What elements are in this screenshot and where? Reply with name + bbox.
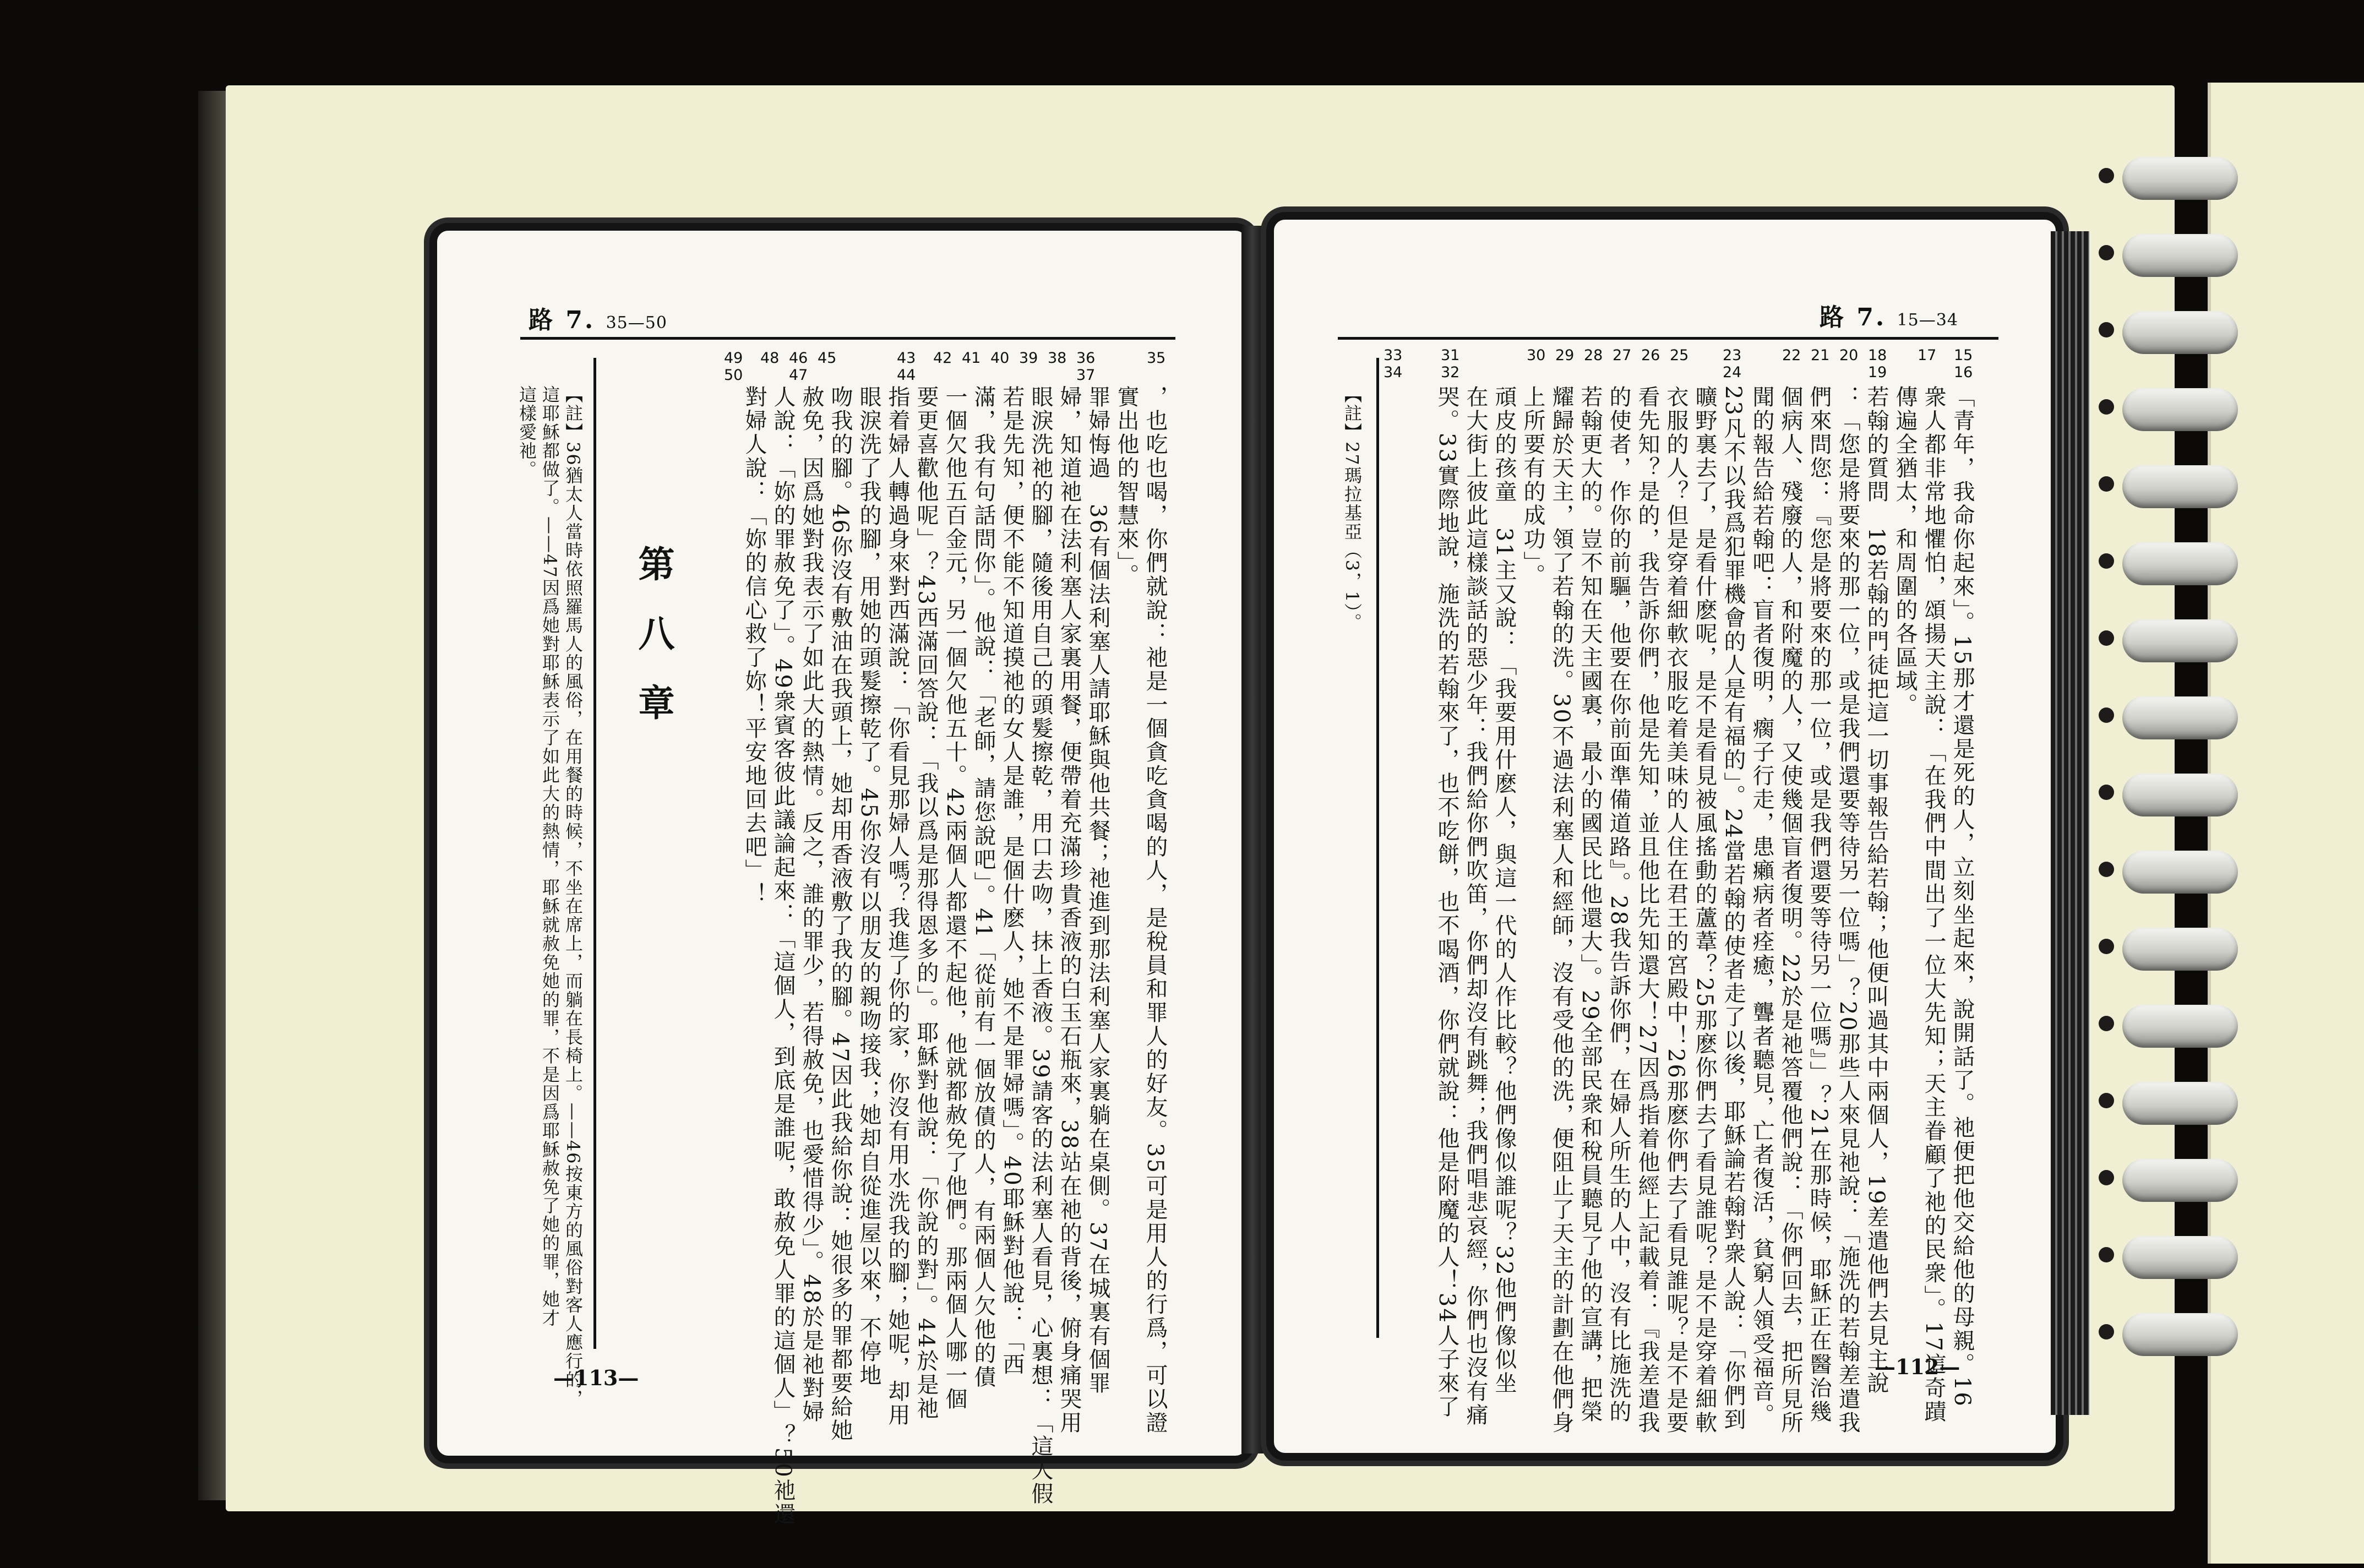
verse-marker: 22 bbox=[1782, 347, 1801, 364]
text-column: 在大街上彼此這樣談話的惡少年：我們給你們吹笛，你們却沒有跳舞；我們唱悲哀經，你們也沒有痛 bbox=[1463, 385, 1488, 1427]
spiral-binding-loop bbox=[2122, 234, 2238, 277]
text-column: 若是先知，便不能不知道摸祂的女人是誰，是個什麽人，她不是罪婦嗎」。40耶穌對他說：「西 bbox=[999, 385, 1025, 1376]
verse-marker: 29 bbox=[1555, 347, 1575, 364]
verse-marker: 39 bbox=[1019, 350, 1038, 367]
text-column: 眼淚洗了我的腳，用她的頭髮擦乾了。45你沒有以朋友的親吻接我；她却自從進屋以來，不停地 bbox=[856, 385, 881, 1387]
spiral-binding-loop bbox=[2122, 465, 2238, 508]
text-column: 若翰更大的。豈不知在天主國裏，最小的國民比他還大」。29全部民衆和稅員聽見了他的宣講，把榮 bbox=[1577, 385, 1603, 1424]
text-column: 「青年，我命你起來」。15那才還是死的人，立刻坐起來，說開話了。祂便把他交給他的母親。16 bbox=[1949, 385, 1975, 1408]
running-head-left bbox=[529, 300, 667, 335]
text-column: 衣服的人？但是穿着細軟衣服吃着美味的人住在君王的宮殿中！26那麽你們去了看見誰呢？是不是要 bbox=[1663, 385, 1688, 1435]
verse-marker: 45 bbox=[818, 350, 837, 367]
text-column: 滿，我有句話問你」。他說：「老師，請您說吧」。41「從前有一個放債的人，有兩個人欠他的債 bbox=[971, 385, 996, 1389]
text-column: 個病人、殘廢的人，和附魔的人，又使幾個盲者復明。22於是祂答覆他們說：「你們回去，把所見所 bbox=[1778, 385, 1803, 1435]
text-column: 婦，知道祂在法利塞人家裏用餐，便帶着充滿珍貴香液的白玉石瓶來，38站在祂的背後，俯身痛哭用 bbox=[1056, 385, 1082, 1435]
verse-marker: 42 bbox=[933, 350, 952, 367]
verse-marker: 41 bbox=[962, 350, 981, 367]
verse-marker: 35 bbox=[1147, 350, 1166, 367]
verse-marker: 21 bbox=[1811, 347, 1830, 364]
verse-marker: 36 37 bbox=[1076, 350, 1096, 384]
page-edge-stack bbox=[2051, 231, 2089, 1415]
binding-hole bbox=[2099, 939, 2114, 954]
spiral-binding-loop bbox=[2122, 157, 2238, 200]
spiral-binding-loop bbox=[2122, 928, 2238, 971]
text-column: 們來問您：『您是將要來的那一位，或是我們還要等待另一位嗎』」？21在那時候，耶穌正在醫治幾 bbox=[1806, 385, 1832, 1424]
text-column: 要更喜歡他呢」？43西滿回答說：「我以爲是那得恩多的」。耶穌對他說：「你說的對」。44於是祂 bbox=[913, 385, 939, 1420]
verse-marker: 27 bbox=[1613, 347, 1632, 364]
text-column: 對婦人說：「妳的信心救了妳！平安地回去吧」！ bbox=[742, 385, 767, 906]
verse-marker: 48 bbox=[760, 350, 780, 367]
verse-marker: 17 bbox=[1918, 347, 1937, 364]
verse-marker: 18 19 bbox=[1868, 347, 1887, 381]
text-column: 傳遍全猶太，和周圍的各區域。 bbox=[1892, 385, 1918, 717]
verse-marker: 40 bbox=[990, 350, 1010, 367]
binding-hole bbox=[2099, 476, 2114, 492]
text-column: 上所要有的成功」。 bbox=[1520, 385, 1545, 587]
verse-marker: 23 24 bbox=[1723, 347, 1742, 381]
binding-hole bbox=[2099, 1093, 2114, 1108]
text-column: 人說：「妳的罪赦免了」。49衆賓客彼此議論起來：「這個人，到底是誰呢，敢赦免人罪的這個人」？50祂還 bbox=[770, 385, 796, 1526]
binding-hole bbox=[2099, 1016, 2114, 1031]
text-column: 23凡不以我爲犯罪機會的人是有福的」。24當若翰的使者走了以後，耶穌論若翰對衆人說：「你們到 bbox=[1720, 385, 1746, 1431]
verse-marker: 20 bbox=[1839, 347, 1859, 364]
binding-hole bbox=[2099, 553, 2114, 569]
header-rule bbox=[1338, 337, 1998, 340]
text-column: 的使者，作你的前驅，他要在你前面準備道路』。28我告訴你們，在婦人所生的人中，沒有比施洗的 bbox=[1606, 385, 1631, 1424]
text-column: 眼淚洗祂的腳，隨後用自己的頭髮擦乾，用口去吻，抹上香液。39請客的法利塞人看見，心裏想：「這人假 bbox=[1028, 385, 1053, 1506]
verse-marker: 15 16 bbox=[1954, 347, 1973, 381]
book-chapter: 路 7. bbox=[1820, 303, 1887, 331]
verse-marker: 26 bbox=[1641, 347, 1660, 364]
notes-divider bbox=[1376, 358, 1379, 1338]
text-column: ，也吃也喝，你們就說：祂是一個貪吃貪喝的人，是稅員和罪人的好友。35可是用人的行爲，可以證 bbox=[1142, 385, 1168, 1435]
footnote: 【註】36猶太人當時依照羅馬人的風俗，在用餐的時候，不坐在席上，而躺在長椅上。——46按東方的風俗對客人應行的， bbox=[563, 385, 584, 1408]
verse-marker: 28 bbox=[1584, 347, 1603, 364]
text-column: 赦免，因爲她對我表示了如此大的熱情。反之，誰的罪少，若得赦免，也愛惜得少」。48於是祂對婦 bbox=[799, 385, 824, 1424]
verse-marker: 49 50 bbox=[724, 350, 743, 384]
spiral-binding-loop bbox=[2122, 388, 2238, 431]
verse-marker: 30 bbox=[1527, 347, 1546, 364]
verse-marker: 38 bbox=[1048, 350, 1067, 367]
footnote: 這耶穌都做了。——47因爲她對耶穌表示了如此大的熱情，耶穌就赦免她的罪，不是因爲耶穌赦免了她的罪，她才 bbox=[540, 385, 560, 1327]
text-column: 實出他的智慧來」。 bbox=[1114, 385, 1139, 587]
text-column: 看先知？是的，我告訴你們，他是先知，並且他比先知還大！27因爲指着他經上記載着：『我差遣我 bbox=[1635, 385, 1660, 1435]
binding-hole bbox=[2099, 322, 2114, 337]
spiral-binding-loop bbox=[2122, 619, 2238, 662]
page-number: —112— bbox=[1875, 1354, 1960, 1379]
spiral-binding-loop bbox=[2122, 851, 2238, 894]
binding-hole bbox=[2099, 1324, 2114, 1340]
spiral-binding-loop bbox=[2122, 542, 2238, 585]
text-column: 若翰的質問 18若翰的門徒把這一切事報告給若翰；他便叫過其中兩個人，19差遣他們去見主說 bbox=[1864, 385, 1889, 1395]
spiral-binding-loop bbox=[2122, 696, 2238, 739]
text-column: 罪婦悔過 36有個法利塞人請耶穌與他共餐；祂進到那法利塞人家裏躺在桌側。37在城裏有個罪 bbox=[1085, 385, 1110, 1395]
chapter-heading: 第八章 bbox=[632, 545, 675, 753]
text-column: 頑皮的孩童 31主又說：「我要用什麽人，與這一代的人作比較？他們像似誰呢？32他們像似坐 bbox=[1491, 385, 1517, 1395]
binding-hole bbox=[2099, 862, 2114, 877]
book-chapter: 路 7. bbox=[529, 306, 596, 334]
footnote: 【註】27瑪拉基亞（3，1）。 bbox=[1342, 385, 1363, 632]
text-column: 一個欠他五百金元，另一個欠他五十。42兩個人都還不起他，他就都赦免了他們。那兩個人哪一個 bbox=[942, 385, 967, 1411]
verse-marker: 33 34 bbox=[1383, 347, 1403, 381]
spiral-binding-loop bbox=[2122, 311, 2238, 354]
text-column: 衆人都非常地懼怕，頌揚天主說：「在我們中間出了一位大先知；天主眷顧了祂的民衆」。17這奇蹟 bbox=[1921, 385, 1946, 1424]
running-head-right bbox=[1820, 297, 1958, 333]
text-column: 耀歸於天主，領了若翰的洗。30不過法利塞人和經師，沒有受他的洗，便阻止了天主的計劃在他們身 bbox=[1549, 385, 1574, 1435]
binding-hole bbox=[2099, 399, 2114, 415]
verse-range: 15—34 bbox=[1897, 311, 1958, 330]
spiral-binding-loop bbox=[2122, 1082, 2238, 1125]
text-column: 曠野裏去了，是看什麽呢，是不是看見被風搖動的蘆葦？25那麽你們去了看見誰呢？是不是穿着細軟 bbox=[1692, 385, 1717, 1435]
verse-marker: 25 bbox=[1670, 347, 1689, 364]
spiral-binding-loop bbox=[2122, 1005, 2238, 1048]
verse-range: 35—50 bbox=[606, 313, 667, 333]
book-gutter bbox=[1241, 226, 1263, 1453]
text-column: 聞的報告給若翰吧：盲者復明，瘸子行走，患癩病者痊癒，聾者聽見，亡者復活，貧窮人領受福音。 bbox=[1749, 385, 1774, 1427]
spiral-binding-loop bbox=[2122, 774, 2238, 816]
binding-hole bbox=[2099, 1170, 2114, 1185]
spiral-binding-loop bbox=[2122, 1313, 2238, 1356]
text-column: 哭。33實際地說，施洗的若翰來了，也不吃餅，也不喝酒，你們就說：他是附魔的人！34人子來了 bbox=[1434, 385, 1459, 1419]
binding-hole bbox=[2099, 630, 2114, 646]
binding-hole bbox=[2099, 1247, 2114, 1262]
verse-marker: 31 32 bbox=[1441, 347, 1460, 381]
header-rule bbox=[520, 337, 1175, 340]
binding-hole bbox=[2099, 168, 2114, 183]
binding-hole bbox=[2099, 785, 2114, 800]
spiral-binding-loop bbox=[2122, 1236, 2238, 1279]
spiral-binding-loop bbox=[2122, 1159, 2238, 1202]
binding-hole bbox=[2099, 245, 2114, 260]
footnote: 這樣愛祂。 bbox=[516, 385, 537, 479]
page-number: —113— bbox=[553, 1365, 639, 1390]
notes-divider bbox=[593, 358, 596, 1349]
verse-marker: 46 47 bbox=[789, 350, 808, 384]
verse-marker: 43 44 bbox=[897, 350, 916, 384]
text-column: ：「您是將要來的那一位，或是我們還要等待另一位嗎」？20那些人來見祂說：「施洗的若翰差遣我 bbox=[1835, 385, 1860, 1435]
text-column: 指着婦人轉過身來對西滿說：「你看見那婦人嗎？我進了你的家，你沒有用水洗我的腳；她呢，却用 bbox=[885, 385, 910, 1427]
text-column: 吻我的腳。46你沒有敷油在我頭上，她却用香液敷了我的腳。47因此我給你說：她很多的罪都要給她 bbox=[827, 385, 853, 1442]
binding-hole bbox=[2099, 707, 2114, 723]
